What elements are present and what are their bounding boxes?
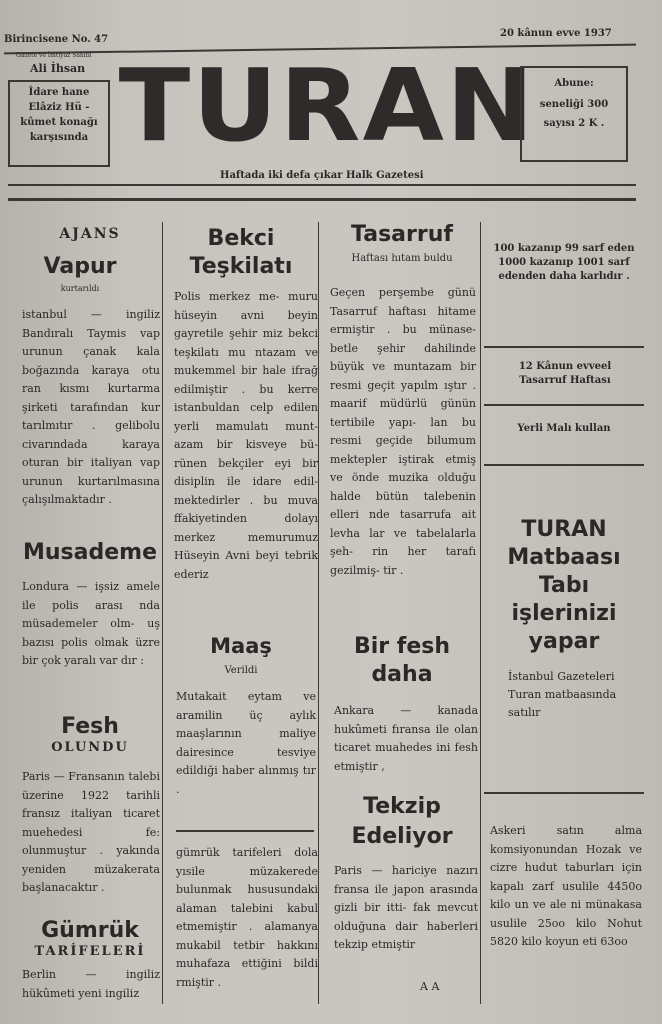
military-procurement-notice: Askeri satın alma komsiyonundan Hozak ve cizre hudut taburları için kapalı zarf usulile 4450o kilo un ve ale ni münakasa usulile 25oo kilo Nohut 5820 kilo koyun eti 63oo [490, 824, 642, 948]
maas-subhead: Verildi [224, 665, 258, 676]
section-rule [484, 346, 644, 348]
print-shop-ad-body: İstanbul Gazeteleri Turan matbaasında satılır [508, 670, 617, 719]
teskilat-headline: Teşkilatı [189, 254, 293, 279]
ad-heading-line: TURAN [521, 517, 607, 542]
maas-article: Mutakait eytam ve aramilin üç aylık maaşlarının maliye dairesince tesviye edildiği haber alınmış tır . [176, 690, 316, 796]
gumruk-headline: Gümrük [41, 918, 139, 943]
masthead-title: TURAN [118, 47, 536, 164]
gumruk-continuation: gümrük tarifeleri dola yısile müzakerede bulunmak hususundaki alaman talebini kabul etmemiştir . alamanya mukabil tetbir hakkını muhafaza ettiğini bildi rmiştir . [176, 846, 318, 989]
gumruk-subhead: TARİFELERİ [34, 944, 146, 959]
ad-heading-line: yapar [528, 629, 600, 654]
subscription-box [520, 66, 628, 162]
section-rule [484, 404, 644, 406]
musademe-article: Londura — işsiz amele ile polis arası nda müsademeler olm- uş bazısı polis olmak üzre bir çok yaralı var dır : [22, 580, 160, 667]
edeliyor-headline: Edeliyor [351, 824, 453, 849]
ad-heading-line: Tabı [538, 573, 590, 598]
owner-name: Ali İhsan [30, 62, 86, 75]
subscription-line: seneliği 300 [539, 99, 609, 110]
maas-headline: Maaş [210, 634, 272, 658]
vapur-article: istanbul — ingiliz Bandıralı Taymis vap urunun çanak kala boğazında karaya otu ran kısmı kurtarma şirketi tarafından kur tarılmıtır . gelibolu civarındada karaya oturan bir italiyan vap urunun kurtarılmasına çalışılmaktadır . [22, 308, 160, 506]
address-line: İdare hane [28, 87, 90, 98]
header-rule-1 [8, 184, 636, 186]
address-line: Elâziz Hü - [28, 102, 90, 113]
tagline: Haftada iki defa çıkar Halk Gazetesi [220, 170, 424, 181]
issue-number: Birincisene No. 47 [4, 34, 109, 45]
bekci-headline: Bekci [207, 226, 275, 251]
section-rule [176, 830, 314, 832]
address-line: kûmet konağı [20, 117, 98, 128]
print-shop-ad-heading [486, 516, 642, 656]
column-divider [162, 222, 163, 1004]
owner-label: Gazete ve İmtiyaz Sahibi [16, 52, 92, 59]
slogan-savings-week: 12 Kânun evveel Tasarruf Haftası [518, 361, 612, 386]
tekzip-signature: A A [420, 980, 440, 993]
ad-heading-line: işlerinizi [511, 601, 617, 626]
tasarruf-subhead: Haftası hıtam buldu [351, 253, 453, 264]
birfesh-headline: Bir fesh [353, 634, 451, 659]
tasarruf-article: Geçen perşembe günü Tasarruf haftası hitame ermiştir . bu münase- betle şehir dahilinde büyük ve muntazam bir resmi geçit yapılm ıştır . maarif müdürlü günün tertibile yapı- lan bu resmi geçide bilumum mektepler iştirak etmiş ve önde muzika olduğu halde bütün talebenin elleri nde tasarrufa ait levha lar ve tabelalarla şeh- rin her tarafı gezilmiş- tir . [330, 286, 476, 577]
section-rule [484, 792, 644, 794]
column-divider [318, 222, 319, 1004]
ad-heading-line: Matbaası [507, 545, 621, 570]
vapur-headline: Vapur [43, 254, 117, 279]
tekzip-headline: Tekzip [363, 794, 441, 819]
vapur-subhead: kurtarıldı [60, 284, 100, 293]
birfesh-article: Ankara — kanada hukûmeti fıransa ile olan ticaret muahedes ini fesh etmiştir , [334, 704, 478, 773]
fesh-headline: Fesh [61, 714, 119, 739]
address-box [8, 80, 110, 167]
fesh-subhead: OLUNDU [51, 740, 129, 755]
gumruk-article: Berlin — ingiliz hükûmeti yeni ingiliz [22, 968, 160, 1000]
section-rule [484, 464, 644, 466]
address-line: karşısında [29, 132, 89, 143]
subscription-line: sayısı 2 K . [543, 118, 605, 129]
bekci-article: Polis merkez me- muru hüseyin avni beyin gayretile şehir miz bekci teşkilatı mu ntazam ve mukemmel bir hale ifrağ edilmiştir . bu kerre istanbuldan celp edilen yerli mamulatı munt- azam bir kisveye bü- rünen bekçiler eyi bir disiplin ile idare edil- mektedirler . bu muva ffakiyetinden dolayı merkez memurumuz Hüseyin Avni beyi tebrik ederiz [174, 290, 318, 581]
column-divider [480, 222, 481, 1004]
fesh-article: Paris — Fransanın talebi üzerine 1922 tarihli fransız italiyan ticaret muehedesi fe: olunmuştur . yakında yeniden müzakerata başlanacaktır . [22, 770, 160, 894]
daha-headline: daha [371, 662, 433, 687]
tasarruf-headline: Tasarruf [351, 222, 453, 247]
issue-date: 20 kânun evve 1937 [500, 28, 612, 39]
slogan-local-goods: Yerli Malı kullan [517, 423, 611, 434]
subscription-line: Abune: [554, 78, 594, 89]
musademe-headline: Musademe [22, 540, 157, 565]
agency-heading: AJANS [59, 226, 121, 242]
slogan-savings: 100 kazanıp 99 sarf eden 1000 kazanıp 1001 sarf edenden daha karlıdır . [493, 243, 635, 282]
tekzip-article: Paris — hariciye nazırı fransa ile japon arasında gizli bir itti- fak mevcut olduğuna dair haberleri tekzip etmiştir [334, 864, 478, 951]
header-rule-2 [8, 198, 636, 201]
